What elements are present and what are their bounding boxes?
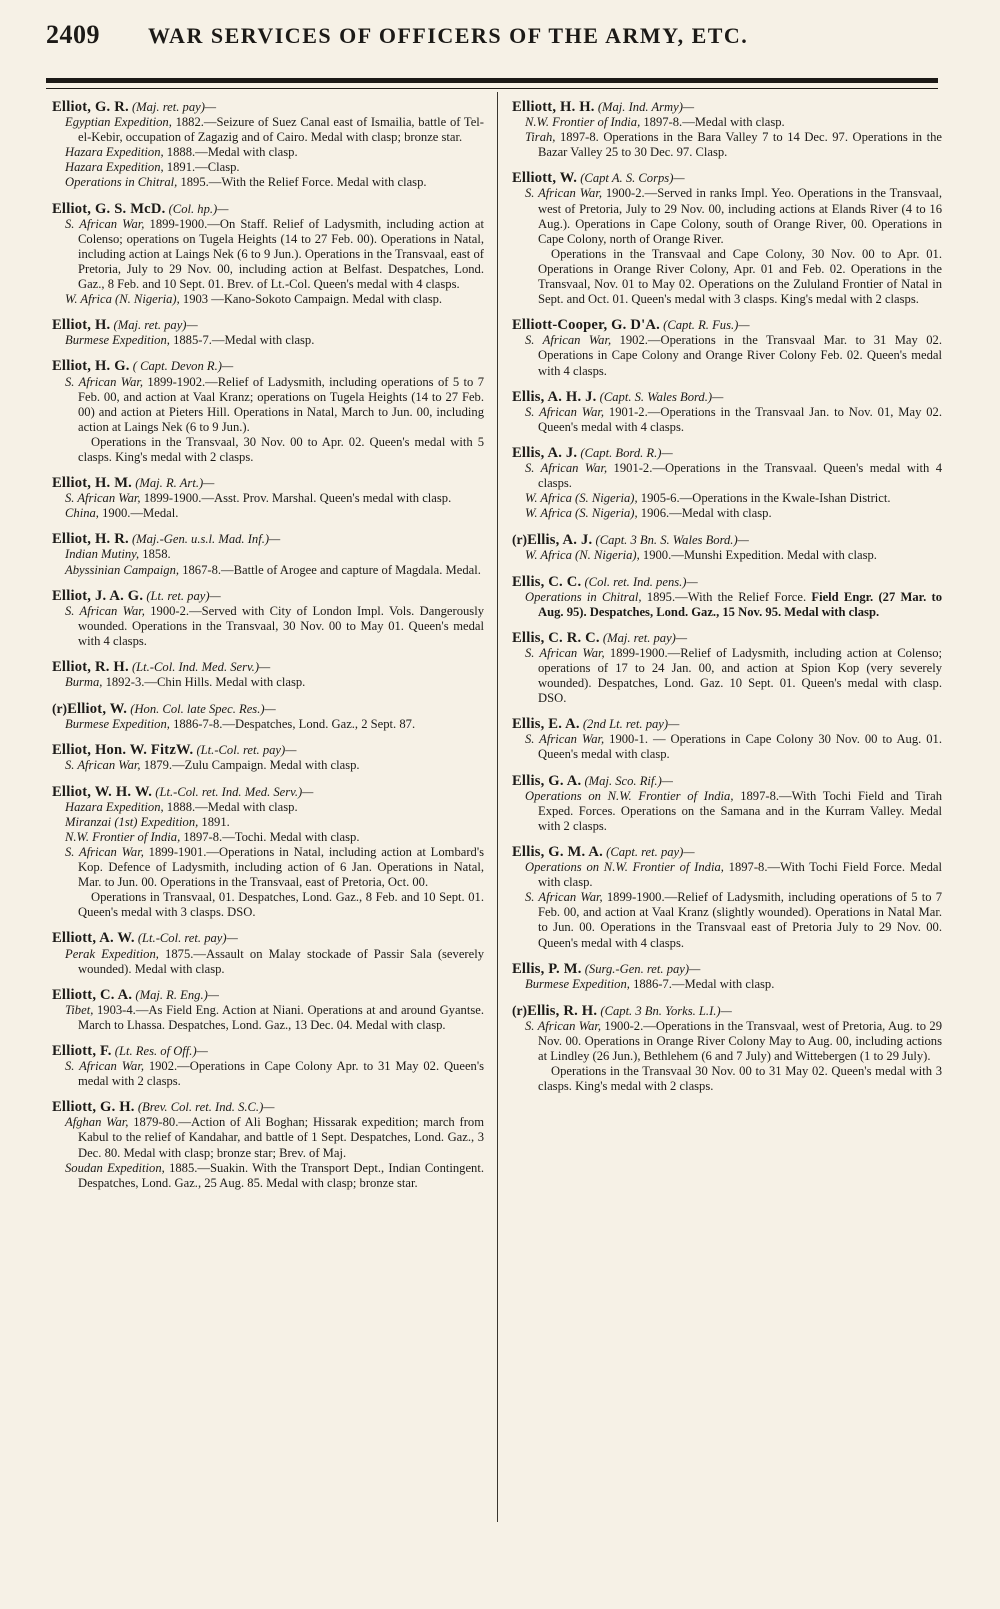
entry-heading xyxy=(512,390,942,405)
entry-heading xyxy=(52,931,484,946)
reserve-marker: (r) xyxy=(52,701,68,717)
service-details: 1901-2.—Operations in the Transvaal. Queen's medal with 4 clasps. xyxy=(538,460,942,491)
campaign-name: N.W. Frontier of India, xyxy=(65,829,181,844)
officer-name: Ellis, C. R. C. xyxy=(512,629,600,646)
service-record xyxy=(512,977,942,992)
officer-rank: (Capt. R. Fus.)— xyxy=(663,318,750,333)
officer-rank: (Maj. R. Art.)— xyxy=(135,476,215,491)
campaign-name: S. African War, xyxy=(525,645,605,660)
officer-entry xyxy=(512,1003,942,1095)
campaign-name: S. African War, xyxy=(65,603,145,618)
service-details: 1899-1900.—Relief of Ladysmith, including action at Colenso; operations of 17 to 24 Jan. 00, and action at Spion Kop (very severely wounded). Despatches, Lond. Gaz. 10 Sept. 01. Queen's medal with clasp. DSO. xyxy=(538,645,942,706)
officer-name: Elliot, H. xyxy=(52,317,111,334)
officer-rank: (Lt.-Col. ret. pay)— xyxy=(196,743,297,758)
campaign-name: Operations on N.W. Frontier of India, xyxy=(525,860,724,875)
officer-entry xyxy=(512,446,942,521)
officer-rank: (Capt. 3 Bn. S. Wales Bord.)— xyxy=(595,533,749,548)
campaign-name: S. African War, xyxy=(65,491,141,506)
officer-entry xyxy=(52,785,484,921)
campaign-name: Burmese Expedition, xyxy=(65,717,170,732)
service-details: 1903-4.—As Field Eng. Action at Niani. Operations at and around Gyantse. March to Lhassa. Despatches, Lond. Gaz., 13 Dec. 04. Medal with clasp. xyxy=(78,1002,484,1032)
officer-rank: (Lt.-Col. ret. pay)— xyxy=(137,931,238,946)
service-details: 1891. xyxy=(198,814,230,829)
service-details: 1879.—Zulu Campaign. Medal with clasp. xyxy=(140,758,360,773)
service-record xyxy=(52,217,484,292)
entry-heading xyxy=(52,532,484,547)
campaign-name: S. African War, xyxy=(525,333,612,348)
officer-rank: (Brev. Col. ret. Ind. S.C.)— xyxy=(137,1100,275,1115)
campaign-name: Tibet, xyxy=(65,1002,94,1017)
officer-rank: (Maj. Sco. Rif.)— xyxy=(584,773,673,788)
entry-heading xyxy=(52,100,484,115)
service-record xyxy=(52,800,484,815)
officer-name: Ellis, P. M. xyxy=(512,960,582,977)
officer-rank: (Col. ret. Ind. pens.)— xyxy=(584,574,698,589)
service-record xyxy=(52,815,484,830)
campaign-name: W. Africa (N. Nigeria), xyxy=(525,548,640,563)
running-title: WAR SERVICES OF OFFICERS OF THE ARMY, ETC. xyxy=(148,23,749,48)
service-record xyxy=(52,115,484,145)
service-record xyxy=(52,1059,484,1089)
service-details: 1899-1900.—On Staff. Relief of Ladysmith, including action at Colenso; operations on Tugela Heights (14 to 27 Feb. 00). Operations in Natal, including action at Laings Nek (6 to 9 Jun.). Operations in the Transvaal, east of Pretoria, July to 29 Nov. 00, including action at Belfast. Despatches, Lond. Gaz., 8 Feb. and 10 Sept. 01. Brev. of Lt.-Col. Queen's medal with 4 clasps. xyxy=(78,216,484,292)
service-details: 1897-8. Operations in the Bara Valley 7 to 14 Dec. 97. Operations in the Bazar Valley 25 to 30 Dec. 97. Clasp. xyxy=(538,130,942,160)
campaign-name: Abyssinian Campaign, xyxy=(65,562,180,577)
service-record xyxy=(52,845,484,890)
officer-entry xyxy=(512,390,942,435)
service-record xyxy=(52,1115,484,1160)
officer-entry xyxy=(52,532,484,577)
service-record xyxy=(52,506,484,521)
officer-entry xyxy=(52,701,484,732)
service-record xyxy=(512,130,942,160)
service-record xyxy=(512,590,942,620)
reserve-marker: (r) xyxy=(512,532,528,548)
campaign-name: Burmese Expedition, xyxy=(65,333,170,348)
campaign-name: S. African War, xyxy=(65,216,145,231)
service-details: 1892-3.—Chin Hills. Medal with clasp. xyxy=(102,675,306,690)
service-record xyxy=(52,675,484,690)
service-record xyxy=(512,461,942,491)
service-details: 1895.—With the Relief Force. Medal with clasp. xyxy=(177,175,427,190)
officer-rank: ( Capt. Devon R.)— xyxy=(132,359,234,374)
officer-rank: (Capt A. S. Corps)— xyxy=(580,171,685,186)
campaign-name: Indian Mutiny, xyxy=(65,547,140,562)
service-details: 1858. xyxy=(139,547,171,562)
officer-name: Elliott, C. A. xyxy=(52,986,133,1003)
campaign-name: Hazara Expedition, xyxy=(65,799,164,814)
service-details: 1902.—Operations in Cape Colony Apr. to 31 May 02. Queen's medal with 2 clasps. xyxy=(78,1059,484,1089)
service-record xyxy=(52,758,484,773)
entry-heading xyxy=(52,743,484,758)
officer-entry xyxy=(512,171,942,307)
service-record xyxy=(52,491,484,506)
campaign-name: N.W. Frontier of India, xyxy=(525,115,641,130)
officer-entry xyxy=(52,1100,484,1191)
entry-heading xyxy=(512,845,942,860)
service-record xyxy=(512,405,942,435)
service-record xyxy=(52,175,484,190)
officer-entry xyxy=(512,100,942,160)
officer-name: Elliott, G. H. xyxy=(52,1099,135,1116)
officer-rank: (Lt.-Col. ret. Ind. Med. Serv.)— xyxy=(155,784,314,799)
entry-heading xyxy=(512,100,942,115)
entry-heading xyxy=(52,359,484,374)
service-record xyxy=(512,506,942,521)
officer-name: Ellis, C. C. xyxy=(512,573,582,590)
service-details: 1900.—Munshi Expedition. Medal with clasp. xyxy=(639,548,877,563)
campaign-name: Burmese Expedition, xyxy=(525,976,630,991)
entry-heading xyxy=(52,1100,484,1115)
officer-name: Elliott, F. xyxy=(52,1042,112,1059)
officer-name: Ellis, R. H. xyxy=(527,1002,598,1019)
service-details: 1899-1902.—Relief of Ladysmith, including operations of 5 to 7 Feb. 00, and action at Vaal Kranz; operations on Tugela Heights (14 to 27 Feb. 00) and action at Pieters Hill. Operations in Natal, March to Jun. 00, including action at Laings Nek (6 to 9 Jun.). xyxy=(78,374,484,434)
officer-rank: (Maj.-Gen. u.s.l. Mad. Inf.)— xyxy=(131,532,281,547)
officer-entry xyxy=(512,845,942,951)
service-record xyxy=(512,115,942,130)
entry-heading xyxy=(52,1044,484,1059)
officer-entry xyxy=(52,988,484,1033)
campaign-name: Egyptian Expedition, xyxy=(65,115,172,130)
entry-heading xyxy=(52,589,484,604)
service-details: 1905-6.—Operations in the Kwale-Ishan District. xyxy=(637,491,891,506)
service-record xyxy=(52,435,484,465)
officer-rank: (Maj. ret. pay)— xyxy=(113,318,198,333)
service-details: 1900.—Medal. xyxy=(98,506,179,521)
officer-name: Elliott, A. W. xyxy=(52,930,135,947)
service-record xyxy=(52,890,484,920)
officer-rank: (Capt. Bord. R.)— xyxy=(580,445,673,460)
officer-rank: (2nd Lt. ret. pay)— xyxy=(582,717,680,732)
service-details: Operations in the Transvaal and Cape Colony, 30 Nov. 00 to Apr. 01. Operations in Orange River Colony, Apr. 01 and Feb. 02. Operations in the Transvaal, Nov. 01 to May 02. Operations on the Zululand Frontier of Natal in Sept. and Oct. 01. Queen's medal with 3 clasps. King's medal with 2 clasps. xyxy=(538,246,942,307)
officer-name: Ellis, G. A. xyxy=(512,772,582,789)
entry-heading xyxy=(52,701,484,717)
header-rule-thin xyxy=(46,88,938,89)
officer-name: Elliot, Hon. W. FitzW. xyxy=(52,742,194,759)
officer-rank: (Capt. 3 Bn. Yorks. L.I.)— xyxy=(600,1003,732,1018)
service-details: 1886-7.—Medal with clasp. xyxy=(629,976,775,991)
campaign-name: S. African War, xyxy=(525,186,602,201)
campaign-name: S. African War, xyxy=(525,460,608,475)
officer-entry xyxy=(52,931,484,976)
service-details: 1897-8.—Tochi. Medal with clasp. xyxy=(180,829,360,844)
service-details: 1899-1900.—Relief of Ladysmith, including operations of 5 to 7 Feb. 00, and action at Vaal Kranz (slightly wounded). Operations in Natal Mar. to Jun. 00. Operations in the Transvaal east of Pretoria July to 29 Nov. 00. Queen's medal with 4 clasps. xyxy=(538,890,942,950)
service-details-bold: Field Engr. (27 Mar. to Aug. 95). Despatches, Lond. Gaz., 15 Nov. 95. Medal with clasp. xyxy=(538,589,942,619)
campaign-name: W. Africa (N. Nigeria), xyxy=(65,292,180,307)
service-record xyxy=(512,646,942,706)
officer-name: Elliot, W. H. W. xyxy=(52,783,153,800)
campaign-name: Hazara Expedition, xyxy=(65,160,164,175)
service-record xyxy=(52,717,484,732)
officer-entry xyxy=(512,532,942,563)
entry-heading xyxy=(512,717,942,732)
officer-rank: (Lt. ret. pay)— xyxy=(146,588,221,603)
officer-entry xyxy=(52,1044,484,1089)
service-record xyxy=(512,333,942,378)
officer-name: Elliot, G. R. xyxy=(52,100,129,115)
service-record xyxy=(512,1064,942,1094)
service-details: 1902.—Operations in the Transvaal Mar. to 31 May 02. Operations in Cape Colony and Orange River Colony Feb. 02. Queen's medal with 4 clasps. xyxy=(538,333,942,378)
campaign-name: Burma, xyxy=(65,675,103,690)
entry-heading xyxy=(52,660,484,675)
service-record xyxy=(52,333,484,348)
officer-name: Elliot, H. G. xyxy=(52,358,130,375)
service-details: Operations in the Transvaal 30 Nov. 00 to 31 May 02. Queen's medal with 3 clasps. King's medal with 2 clasps. xyxy=(538,1064,942,1094)
column-divider xyxy=(497,92,498,1522)
service-details: 1901-2.—Operations in the Transvaal Jan. to Nov. 01, May 02. Queen's medal with 4 clasps. xyxy=(538,404,942,434)
officer-entry xyxy=(52,318,484,348)
service-details: 1899-1901.—Operations in Natal, including action at Lombard's Kop. Defence of Ladysmith, including action of 6 Jan. Operations in Natal, Mar. to Jun. 00. Operations in the Transvaal, east of Pretoria, Oct. 00. xyxy=(78,844,484,890)
officer-rank: (Surg.-Gen. ret. pay)— xyxy=(584,961,701,976)
entry-heading xyxy=(512,575,942,590)
service-details: 1897-8.—With Tochi Field Force. Medal with clasp. xyxy=(538,860,942,890)
service-details: 1897-8.—With Tochi Field and Tirah Exped. Forces. Operations on the Samana and in the Kurram Valley. Medal with 2 clasps. xyxy=(538,788,942,833)
campaign-name: Hazara Expedition, xyxy=(65,145,164,160)
campaign-name: W. Africa (S. Nigeria), xyxy=(525,506,638,521)
service-record xyxy=(52,947,484,977)
service-details: 1875.—Assault on Malay stockade of Passir Sala (severely wounded). Medal with clasp. xyxy=(78,946,484,976)
officer-rank: (Maj. ret. pay)— xyxy=(131,100,217,114)
officer-entry xyxy=(52,476,484,521)
service-record xyxy=(512,247,942,307)
officer-rank: (Capt. ret. pay)— xyxy=(606,844,695,859)
entry-heading xyxy=(52,318,484,333)
service-record xyxy=(512,789,942,834)
service-record xyxy=(52,145,484,160)
officer-name: Elliott, H. H. xyxy=(512,100,595,115)
service-details: 1903 —Kano-Sokoto Campaign. Medal with clasp. xyxy=(179,292,443,307)
service-details: 1891.—Clasp. xyxy=(163,160,240,175)
entry-heading xyxy=(512,774,942,789)
campaign-name: Operations in Chitral, xyxy=(65,175,178,190)
service-details: 1879-80.—Action of Ali Boghan; Hissarak expedition; march from Kabul to the relief of Kandahar, and battle of 1 Sept. Despatches, Lond. Gaz., 3 Dec. 80. Medal with clasp; bronze star; Brev. of Maj. xyxy=(78,1115,484,1160)
campaign-name: S. African War, xyxy=(65,1059,144,1074)
campaign-name: S. African War, xyxy=(65,844,144,859)
campaign-name: China, xyxy=(65,506,99,521)
service-details: 1888.—Medal with clasp. xyxy=(163,145,298,160)
service-record xyxy=(512,1019,942,1064)
service-details: 1885-7.—Medal with clasp. xyxy=(169,333,315,348)
service-record xyxy=(52,604,484,649)
campaign-name: Operations in Chitral, xyxy=(525,589,642,604)
campaign-name: S. African War, xyxy=(525,1018,602,1033)
officer-entry xyxy=(512,575,942,620)
officer-entry xyxy=(52,743,484,773)
service-record xyxy=(512,860,942,890)
entry-heading xyxy=(512,962,942,977)
officer-name: Ellis, A. H. J. xyxy=(512,388,597,405)
service-record xyxy=(52,375,484,435)
officer-name: Elliott, W. xyxy=(512,170,578,187)
officer-entry xyxy=(52,359,484,465)
officer-entry xyxy=(512,962,942,992)
campaign-name: Operations on N.W. Frontier of India, xyxy=(525,788,734,803)
service-record xyxy=(52,547,484,562)
service-record xyxy=(52,160,484,175)
entry-heading xyxy=(512,318,942,333)
service-record xyxy=(512,890,942,950)
officer-rank: (Maj. R. Eng.)— xyxy=(135,987,219,1002)
reserve-marker: (r) xyxy=(512,1002,528,1018)
campaign-name: Afghan War, xyxy=(65,1115,129,1130)
entry-heading xyxy=(52,476,484,491)
entry-heading xyxy=(52,988,484,1003)
officer-entry xyxy=(52,660,484,690)
entry-heading xyxy=(512,171,942,186)
officer-rank: (Maj. ret. pay)— xyxy=(602,630,688,645)
campaign-name: Perak Expedition, xyxy=(65,946,159,961)
service-details: 1899-1900.—Asst. Prov. Marshal. Queen's medal with clasp. xyxy=(140,491,452,506)
officer-name: Elliot, R. H. xyxy=(52,659,129,675)
right-column xyxy=(512,100,942,1590)
entry-heading xyxy=(52,202,484,217)
campaign-name: S. African War, xyxy=(525,732,605,747)
service-record xyxy=(512,186,942,246)
officer-name: Elliot, G. S. McD. xyxy=(52,200,166,217)
service-details: 1885.—Suakin. With the Transport Dept., Indian Contingent. Despatches, Lond. Gaz., 25 Aug. 85. Medal with clasp; bronze star. xyxy=(78,1160,484,1190)
service-record xyxy=(512,548,942,563)
campaign-name: Soudan Expedition, xyxy=(65,1160,165,1175)
officer-entry xyxy=(512,774,942,834)
officer-rank: (Lt.-Col. Ind. Med. Serv.)— xyxy=(131,660,271,674)
officer-name: Ellis, E. A. xyxy=(512,716,580,733)
service-record xyxy=(52,292,484,307)
officer-entry xyxy=(512,318,942,378)
service-details: 1897-8.—Medal with clasp. xyxy=(640,115,785,130)
officer-name: Ellis, G. M. A. xyxy=(512,843,603,860)
campaign-name: W. Africa (S. Nigeria), xyxy=(525,491,638,506)
page-number: 2409 xyxy=(46,20,100,49)
header-rule-thick xyxy=(46,78,938,83)
officer-entry xyxy=(512,631,942,706)
entry-heading xyxy=(52,785,484,800)
officer-name: Elliot, W. xyxy=(67,701,128,718)
service-details: 1886-7-8.—Despatches, Lond. Gaz., 2 Sept. 87. xyxy=(169,717,416,732)
service-details: 1900-2.—Operations in the Transvaal, west of Pretoria, Aug. to 29 Nov. 00. Operations in Orange River Colony May to Aug. 00, including actions at Lindley (26 Jun.), Bethlehem (6 and 7 July) and Wittebergen (1 to 29 July). xyxy=(538,1018,942,1064)
campaign-name: Tirah, xyxy=(525,130,556,145)
officer-name: Elliott-Cooper, G. D'A. xyxy=(512,317,660,334)
officer-rank: (Col. hp.)— xyxy=(168,201,229,216)
officer-rank: (Maj. Ind. Army)— xyxy=(597,100,695,114)
officer-name: Ellis, A. J. xyxy=(527,532,593,549)
service-details: 1900-1. — Operations in Cape Colony 30 Nov. 00 to Aug. 01. Queen's medal with clasp. xyxy=(538,732,942,762)
officer-entry xyxy=(512,717,942,762)
campaign-name: S. African War, xyxy=(65,758,141,773)
service-details: Operations in the Transvaal, 30 Nov. 00 to Apr. 02. Queen's medal with 5 clasps. King's medal with 2 clasps. xyxy=(78,434,484,464)
officer-entry xyxy=(52,100,484,191)
service-details: 1900-2.—Served with City of London Impl. Vols. Dangerously wounded. Operations in the Transvaal, 30 Nov. 00 to May 01. Queen's medal with 4 clasps. xyxy=(78,603,484,648)
campaign-name: S. African War, xyxy=(65,374,144,389)
entry-heading xyxy=(512,1003,942,1019)
page-header xyxy=(46,20,946,60)
officer-rank: (Capt. S. Wales Bord.)— xyxy=(599,389,724,404)
officer-name: Ellis, A. J. xyxy=(512,444,578,461)
entry-heading xyxy=(512,532,942,548)
service-details: 1906.—Medal with clasp. xyxy=(637,506,772,521)
officer-rank: (Hon. Col. late Spec. Res.)— xyxy=(130,702,276,717)
service-details: 1867-8.—Battle of Arogee and capture of Magdala. Medal. xyxy=(179,562,481,577)
service-record xyxy=(512,491,942,506)
campaign-name: S. African War, xyxy=(525,890,603,905)
service-record xyxy=(52,1003,484,1033)
officer-entry xyxy=(52,202,484,308)
service-record xyxy=(52,563,484,578)
officer-name: Elliot, H. M. xyxy=(52,475,133,492)
officer-name: Elliot, H. R. xyxy=(52,531,129,548)
entry-heading xyxy=(512,446,942,461)
entry-heading xyxy=(512,631,942,646)
officer-rank: (Lt. Res. of Off.)— xyxy=(114,1043,208,1058)
campaign-name: Miranzai (1st) Expedition, xyxy=(65,814,199,829)
service-details: 1900-2.—Served in ranks Impl. Yeo. Operations in the Transvaal, west of Pretoria, July to 29 Nov. 00, including actions at Elands River (4 to 16 Aug.). Operations in Cape Colony, south of Orange River, 00. Operations in Cape Colony, north of Orange River. xyxy=(538,186,942,246)
service-record xyxy=(52,1161,484,1191)
officer-name: Elliot, J. A. G. xyxy=(52,587,144,604)
service-details: 1895.—With the Relief Force. xyxy=(641,589,807,604)
officer-entry xyxy=(52,589,484,649)
service-record xyxy=(52,830,484,845)
campaign-name: S. African War, xyxy=(525,404,605,419)
service-details: 1888.—Medal with clasp. xyxy=(163,799,298,814)
service-record xyxy=(512,732,942,762)
left-column xyxy=(52,100,484,1590)
service-details: Operations in Transvaal, 01. Despatches, Lond. Gaz., 8 Feb. and 10 Sept. 01. Queen's medal with 3 clasps. DSO. xyxy=(78,890,484,920)
service-details: 1882.—Seizure of Suez Canal east of Ismailia, battle of Tel-el-Kebir, occupation of Zagazig and of Cairo. Medal with clasp; bronze star. xyxy=(78,115,484,145)
